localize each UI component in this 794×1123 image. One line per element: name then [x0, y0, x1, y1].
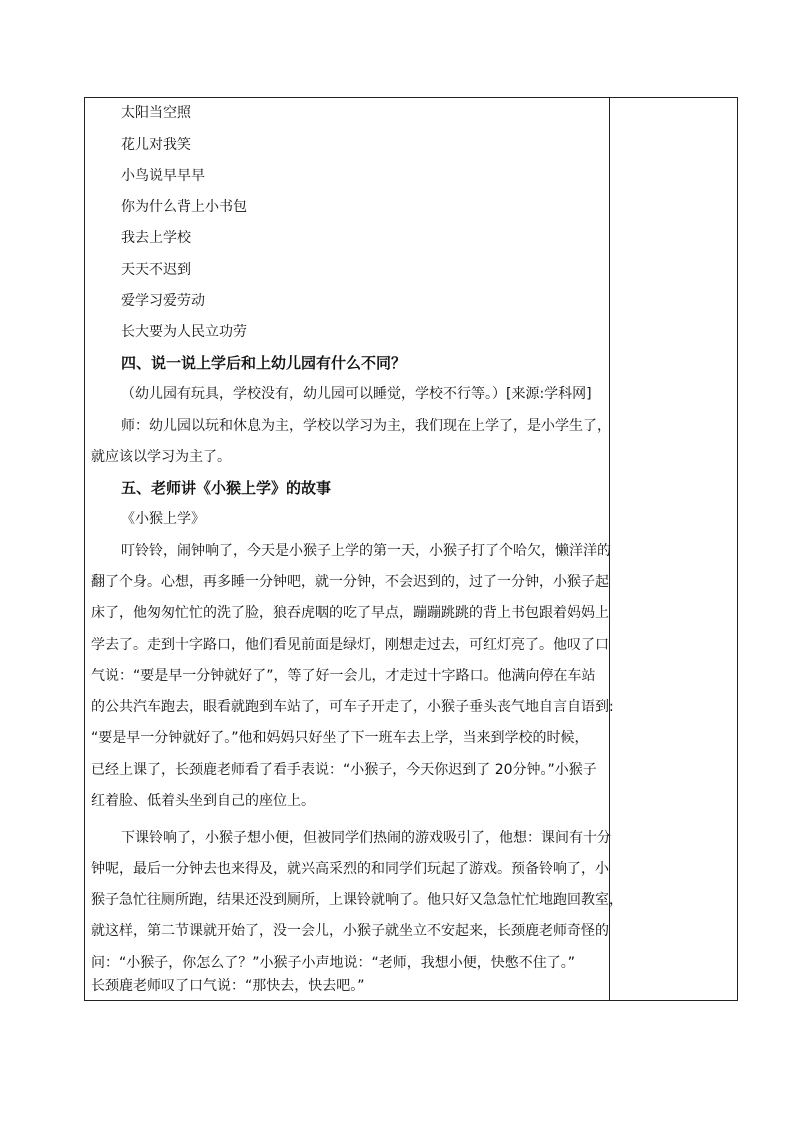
story-title: 《小猴上学》 [121, 511, 205, 527]
poem-line: 长大要为人民立功劳 [121, 324, 247, 340]
story-line: 的公共汽车跑去，眼看就跑到车站了，可车子开走了，小猴子垂头丧气地自言自语到: [91, 699, 614, 715]
story-line: 问：“小猴子，你怎么了？”小猴子小声地说：“老师，我想小便，快憋不住了。” [91, 955, 576, 971]
story-line: 翻了个身。心想，再多睡一分钟吧，就一分钟，不会迟到的，过了一分钟，小猴子起 [91, 574, 609, 590]
story-line: 钟呢，最后一分钟去也来得及，就兴高采烈的和同学们玩起了游戏。预备铃响了，小 [91, 861, 609, 877]
story-line: 学去了。走到十字路口，他们看见前面是绿灯，刚想走过去，可红灯亮了。他叹了口 [91, 637, 609, 653]
lesson-table [84, 97, 738, 1001]
section-heading: 四、说一说上学后和上幼儿园有什么不同？ [121, 354, 407, 372]
teacher-text: 师：幼儿园以玩和休息为主，学校以学习为主，我们现在上学了，是小学生了， [121, 418, 611, 434]
poem-line: 花儿对我笑 [121, 137, 191, 153]
notes-cell [610, 98, 737, 1000]
story-line: 红着脸、低着头坐到自己的座位上。 [91, 793, 315, 809]
poem-line: 天天不迟到 [121, 262, 191, 278]
poem-line: 爱学习爱劳动 [121, 293, 205, 309]
story-line: “要是早一分钟就好了。”他和妈妈只好坐了下一班车去上学，当来到学校的时候， [91, 730, 589, 746]
story-line: 长颈鹿老师叹了口气说：“那快去，快去吧。” [91, 978, 365, 994]
lesson-content-cell [85, 98, 623, 1000]
section-heading: 五、老师讲《小猴上学》的故事 [121, 479, 332, 497]
story-line: 床了，他匆匆忙忙的洗了脸，狼吞虎咽的吃了早点，蹦蹦跳跳的背上书包跟着妈妈上 [91, 605, 609, 621]
story-line: 已经上课了，长颈鹿老师看了看手表说：“小猴子，今天你迟到了 20分钟。”小猴子 [91, 762, 597, 778]
poem-line: 小鸟说早早早 [121, 168, 205, 184]
answer-text: （幼儿园有玩具，学校没有，幼儿园可以睡觉，学校不行等。）[来源:学科网] [121, 386, 592, 402]
story-line: 猴子急忙往厕所跑，结果还没到厕所，上课铃就响了。他只好又急急忙忙地跑回教室， [91, 892, 623, 908]
poem-line: 太阳当空照 [121, 105, 191, 121]
story-line: 气说：“要是早一分钟就好了”，等了好一会儿，才走过十字路口。他满向停在车站 [91, 668, 596, 684]
story-line: 下课铃响了，小猴子想小便，但被同学们热闹的游戏吸引了，他想：课间有十分 [121, 830, 611, 846]
poem-line: 你为什么背上小书包 [121, 199, 247, 215]
story-line: 就这样，第二节课就开始了，没一会儿，小猴子就坐立不安起来，长颈鹿老师奇怪的 [91, 923, 609, 939]
poem-line: 我去上学校 [121, 230, 191, 246]
teacher-text: 就应该以学习为主了。 [91, 449, 231, 465]
story-line: 叮铃铃，闹钟响了，今天是小猴子上学的第一天，小猴子打了个哈欠，懒洋洋的 [121, 543, 611, 559]
